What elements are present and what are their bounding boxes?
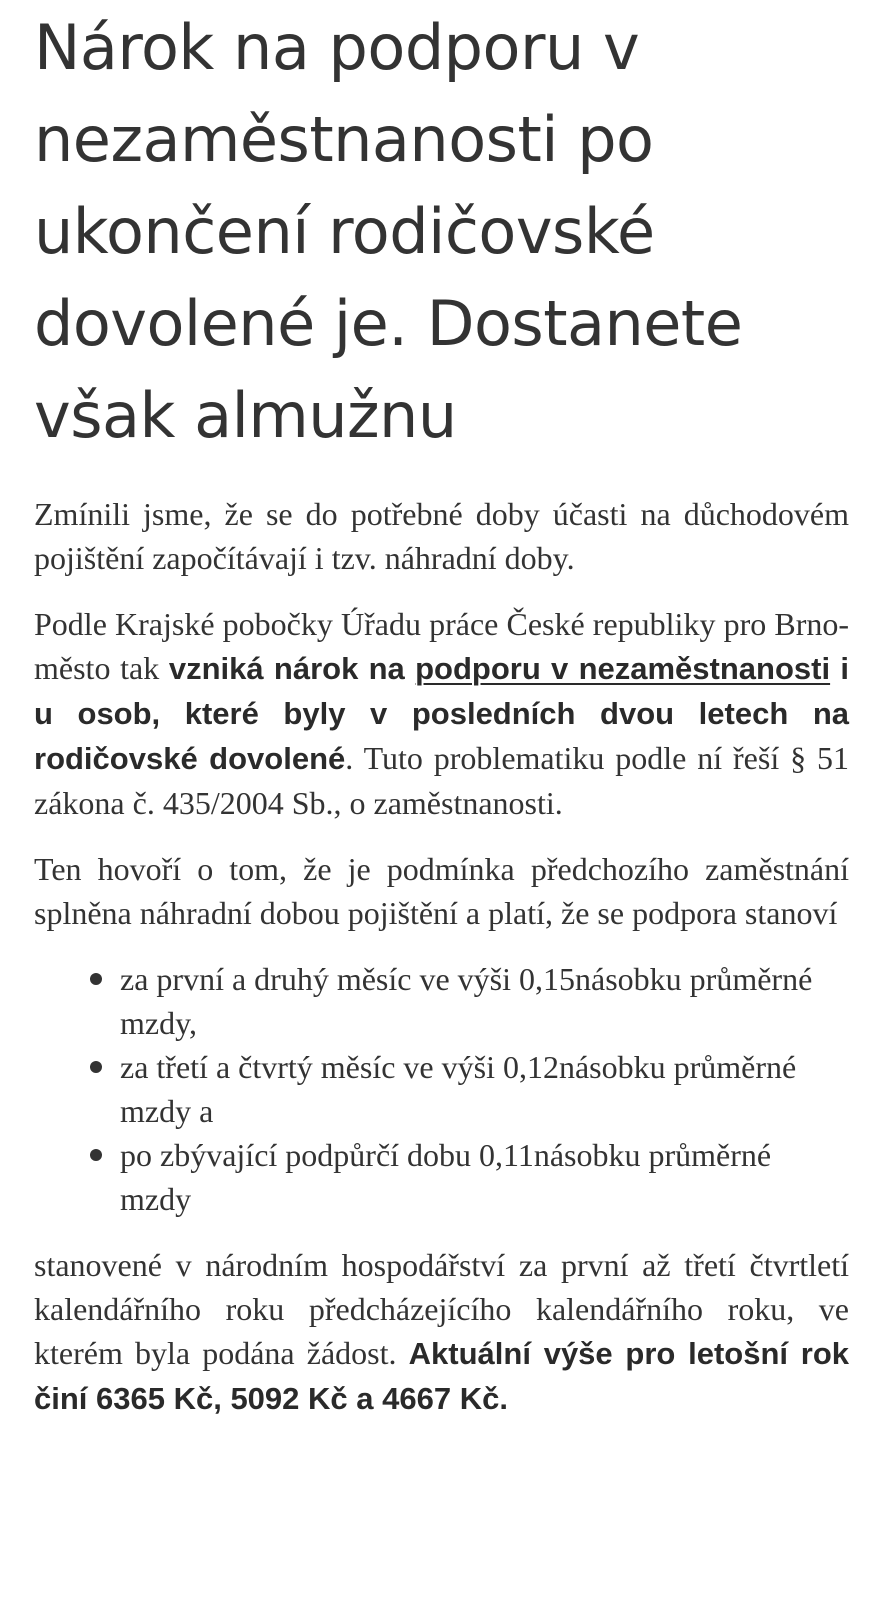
list-item-text: po zbývající podpůrčí dobu 0,11násobku průměrné mzdy: [120, 1137, 772, 1217]
paragraph-amounts-text: stanovené v národním hospodářství za první až třetí čtvrtletí kalendářního roku předcházejícího kalendářního roku, ve kterém byla podána žádost.: [34, 1247, 849, 1371]
paragraph-condition: Ten hovoří o tom, že je podmínka předchozího zaměstnání splněna náhradní dobou pojištění a platí, že se podpora stanoví: [34, 851, 849, 931]
article-title: Nárok na podporu v nezaměstnanosti po ukončení rodičovské dovolené je. Dostanete však almužnu: [34, 11, 743, 452]
paragraph-claim: [34, 602, 849, 825]
claim-bold-start: vzniká nárok na: [168, 651, 416, 686]
bullet-icon: [90, 1061, 102, 1073]
list-item-text: za třetí a čtvrtý měsíc ve výši 0,12násobku průměrné mzdy a: [120, 1049, 797, 1129]
claim-bold-end: i u osob, které byly v posledních dvou letech na rodičovské dovolené: [34, 651, 849, 776]
list-item: [120, 1045, 849, 1133]
list-item: [120, 1133, 849, 1221]
list-item-text: za první a druhý měsíc ve výši 0,15násobku průměrné mzdy,: [120, 961, 813, 1041]
paragraph-claim-tail: . Tuto problematiku podle ní řeší § 51 zákona č. 435/2004 Sb., o zaměstnanosti.: [34, 740, 849, 821]
paragraph-claim-lead: Podle Krajské pobočky Úřadu práce České republiky pro Brno-město tak: [34, 606, 849, 686]
paragraph-amounts: [34, 1243, 849, 1421]
paragraph-intro: Zmínili jsme, že se do potřebné doby účasti na důchodovém pojištění započítávají i tzv. náhradní doby.: [34, 496, 849, 576]
support-rate-list: [34, 957, 849, 1221]
list-item: [120, 957, 849, 1045]
bullet-icon: [90, 973, 102, 985]
bullet-icon: [90, 1149, 102, 1161]
unemployment-support-link[interactable]: podporu v nezaměstnanosti: [415, 651, 831, 686]
current-amounts: Aktuální výše pro letošní rok činí 6365 Kč, 5092 Kč a 4667 Kč.: [34, 1336, 849, 1416]
